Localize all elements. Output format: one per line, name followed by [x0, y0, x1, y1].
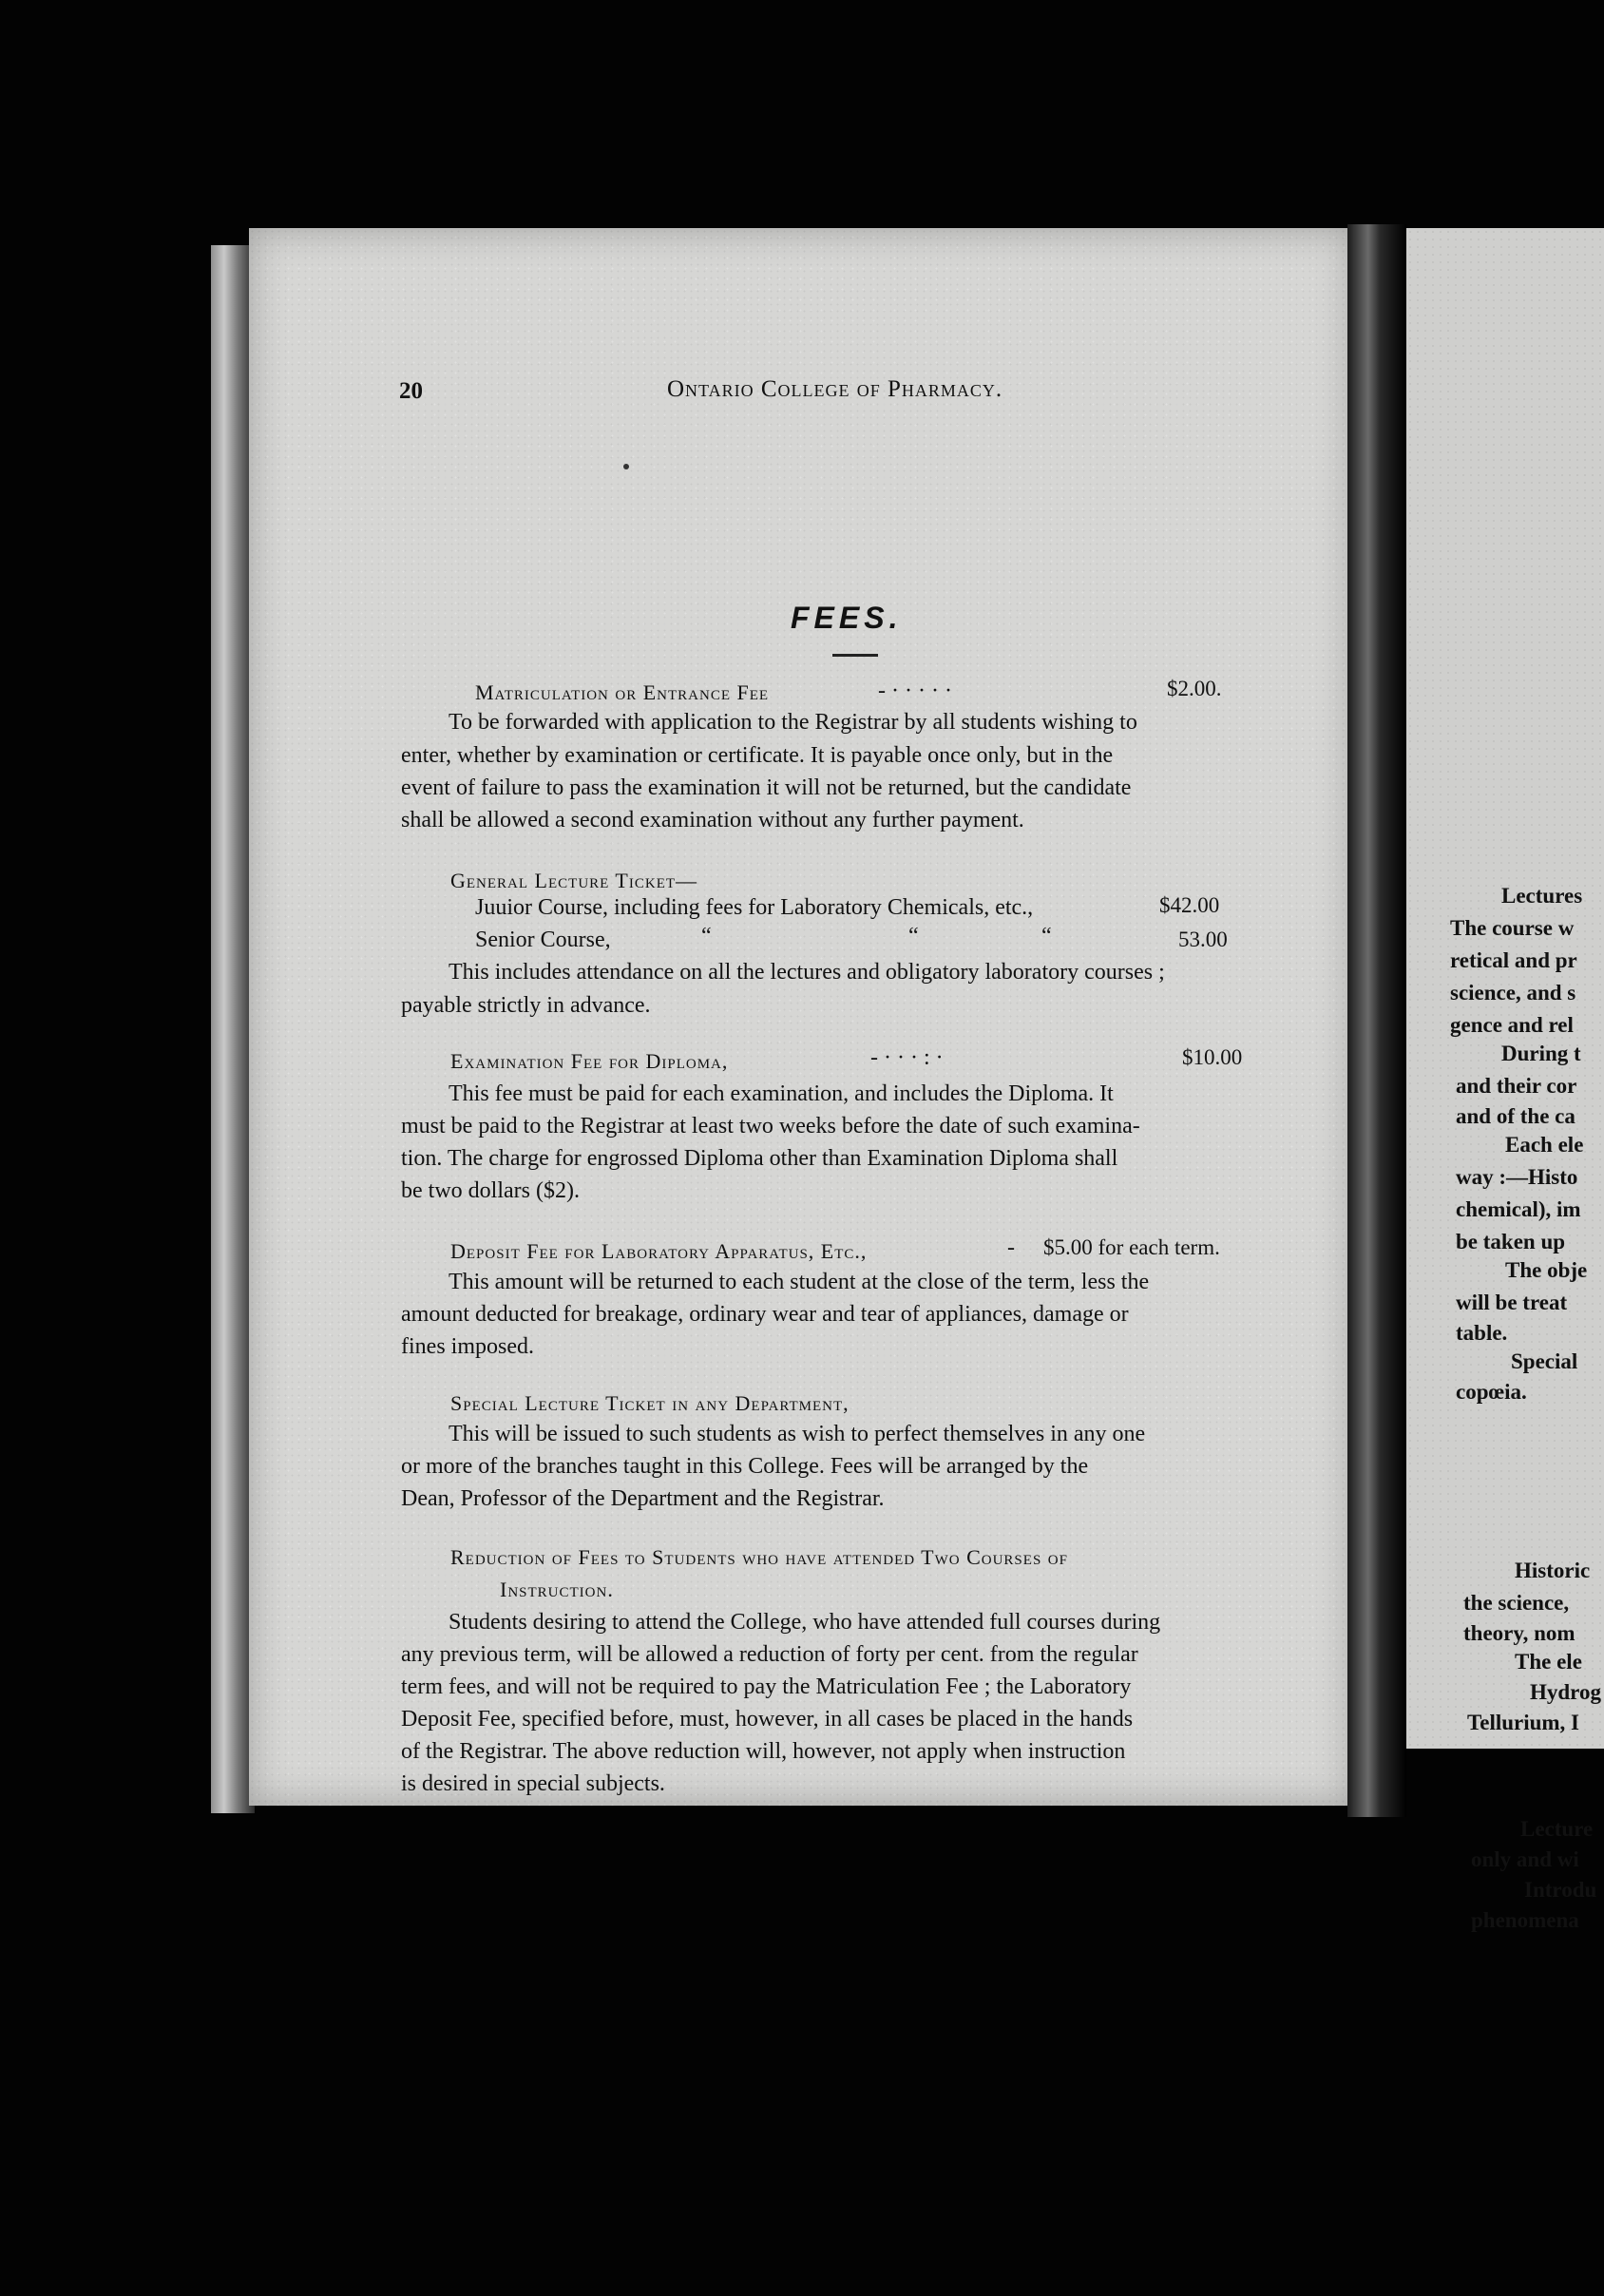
- right-page-line: and their cor: [1456, 1074, 1577, 1098]
- paragraph-line: payable strictly in advance.: [401, 993, 651, 1018]
- ditto-mark: “: [908, 924, 919, 948]
- fee-amount: $10.00: [1182, 1045, 1243, 1069]
- right-page-line: theory, nom: [1463, 1621, 1575, 1645]
- section-heading-examination: Examination Fee for Diploma,: [450, 1049, 729, 1073]
- leader-dots: - · · · · ·: [878, 679, 952, 703]
- paragraph-line: Deposit Fee, specified before, must, however, in all cases be placed in the hands: [401, 1707, 1134, 1732]
- section-heading-reduction: Reduction of Fees to Students who have attended Two Courses of: [450, 1545, 1068, 1569]
- paragraph-line: To be forwarded with application to the Registrar by all students wishing to: [449, 710, 1137, 735]
- ditto-mark: “: [701, 924, 712, 948]
- right-page-line: The course w: [1450, 916, 1575, 940]
- paragraph-line: This amount will be returned to each student at the close of the term, less the: [449, 1270, 1150, 1294]
- section-heading-special: Special Lecture Ticket in any Department,: [450, 1391, 850, 1415]
- leader-dots: - · · · : ·: [870, 1045, 944, 1070]
- section-heading-reduction-cont: Instruction.: [500, 1578, 614, 1601]
- page-title: FEES.: [791, 601, 903, 635]
- right-page-line: Special: [1511, 1349, 1578, 1373]
- right-page-line: way :—Histo: [1456, 1165, 1578, 1189]
- senior-course-label: Senior Course,: [475, 928, 611, 952]
- fee-amount: $5.00 for each term.: [1043, 1235, 1220, 1259]
- right-page-line: the science,: [1463, 1591, 1570, 1615]
- paragraph-line: This will be issued to such students as wish to perfect themselves in any one: [449, 1422, 1146, 1446]
- right-page-line: chemical), im: [1456, 1197, 1581, 1221]
- junior-course-label: Juuior Course, including fees for Laboratory Chemicals, etc.,: [475, 895, 1034, 920]
- paragraph-line: must be paid to the Registrar at least two weeks before the date of such examina-: [401, 1114, 1140, 1138]
- right-page-line: gence and rel: [1450, 1013, 1574, 1037]
- paragraph-line: Dean, Professor of the Department and the Registrar.: [401, 1486, 885, 1511]
- book-gutter: [1347, 224, 1406, 1817]
- leader-dots: -: [1007, 1235, 1015, 1260]
- fee-amount: $42.00: [1159, 893, 1220, 917]
- right-page-line: The obje: [1505, 1258, 1588, 1282]
- paragraph-line: fines imposed.: [401, 1334, 534, 1359]
- right-page-line: During t: [1501, 1042, 1581, 1065]
- paragraph-line: Students desiring to attend the College, who have attended full courses during: [449, 1610, 1161, 1635]
- paragraph-line: or more of the branches taught in this College. Fees will be arranged by the: [401, 1454, 1089, 1479]
- title-rule: [832, 654, 878, 657]
- right-page-line: only and wi: [1471, 1847, 1579, 1871]
- right-page-line: Hydrog: [1530, 1680, 1601, 1704]
- paragraph-line: is desired in special subjects.: [401, 1771, 665, 1796]
- ditto-mark: “: [1041, 924, 1052, 948]
- section-heading-matriculation: Matriculation or Entrance Fee: [475, 680, 770, 704]
- right-page-line: Lecture: [1520, 1817, 1594, 1841]
- section-heading-general: General Lecture Ticket—: [450, 869, 698, 892]
- right-page-line: Historic: [1515, 1559, 1591, 1582]
- paragraph-line: event of failure to pass the examination it will not be returned, but the candidate: [401, 775, 1132, 800]
- paragraph-line: This fee must be paid for each examination, and includes the Diploma. It: [449, 1081, 1114, 1106]
- paragraph-line: shall be allowed a second examination without any further payment.: [401, 808, 1024, 832]
- right-page-line: science, and s: [1450, 981, 1576, 1004]
- right-page-line: table.: [1456, 1321, 1508, 1345]
- fee-amount: $2.00.: [1167, 677, 1222, 700]
- speck: [623, 464, 629, 469]
- right-page-line: phenomena: [1471, 1908, 1579, 1932]
- right-page-line: copœia.: [1456, 1380, 1527, 1404]
- paragraph-line: This includes attendance on all the lectures and obligatory laboratory courses ;: [449, 960, 1165, 985]
- section-heading-deposit: Deposit Fee for Laboratory Apparatus, Etc.,: [450, 1239, 868, 1263]
- right-page-line: Tellurium, I: [1467, 1711, 1580, 1734]
- paragraph-line: enter, whether by examination or certificate. It is payable once only, but in the: [401, 743, 1114, 768]
- right-page-line: will be treat: [1456, 1291, 1568, 1314]
- running-head: Ontario College of Pharmacy.: [667, 376, 1003, 402]
- right-page-line: retical and pr: [1450, 948, 1577, 972]
- paragraph-line: of the Registrar. The above reduction will, however, not apply when instruction: [401, 1739, 1126, 1764]
- paragraph-line: be two dollars ($2).: [401, 1178, 580, 1203]
- right-page-line: The ele: [1515, 1650, 1582, 1674]
- right-page-line: Lectures: [1501, 884, 1583, 908]
- fee-amount: 53.00: [1178, 928, 1228, 951]
- paragraph-line: term fees, and will not be required to pay the Matriculation Fee ; the Laboratory: [401, 1674, 1132, 1699]
- page-number: 20: [399, 378, 423, 404]
- paragraph-line: tion. The charge for engrossed Diploma other than Examination Diploma shall: [401, 1146, 1118, 1171]
- right-page-line: and of the ca: [1456, 1104, 1575, 1128]
- right-page-line: Introdu: [1524, 1878, 1597, 1902]
- right-page-line: Each ele: [1505, 1133, 1584, 1157]
- right-page-line: be taken up: [1456, 1230, 1566, 1253]
- paragraph-line: amount deducted for breakage, ordinary wear and tear of appliances, damage or: [401, 1302, 1129, 1327]
- paragraph-line: any previous term, will be allowed a reduction of forty per cent. from the regular: [401, 1642, 1138, 1667]
